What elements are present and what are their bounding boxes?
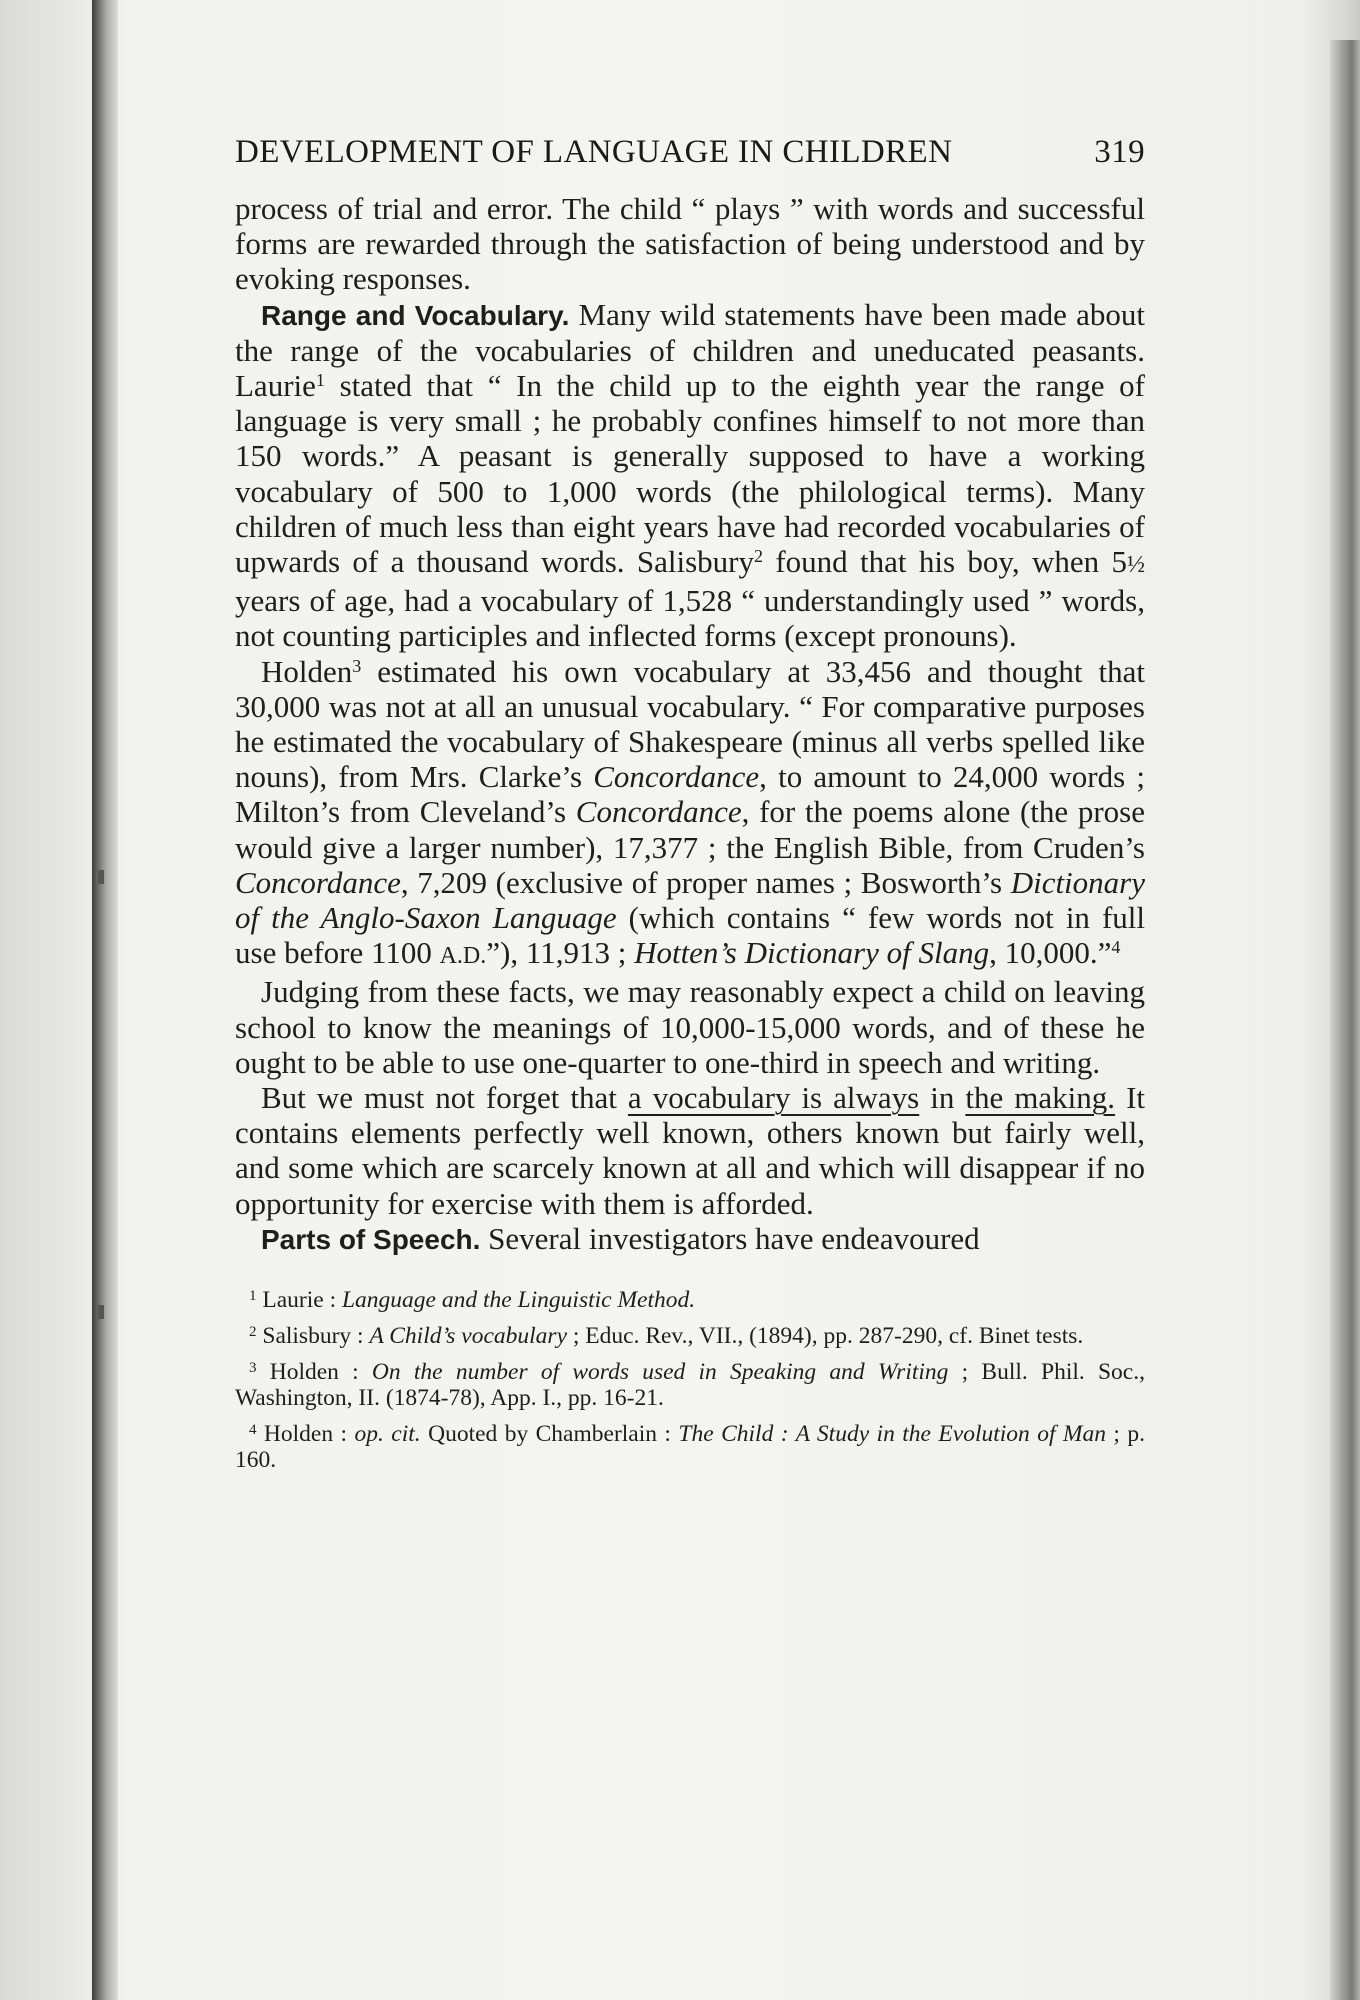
running-head <box>235 134 1145 171</box>
small-caps-text: A.D. <box>439 943 487 970</box>
footnote-title: A Child’s vocabulary <box>369 1323 568 1350</box>
italic-title: Hotten’s Dictionary of Slang <box>634 935 990 971</box>
footnote-number: 4 <box>249 1422 257 1439</box>
paragraph-1: process of trial and error. The child “ plays ” with words and successful forms are rewarded through the satisfaction of being understood and by evoking responses. <box>235 191 1145 297</box>
text-run: Several investigators have endeavoured <box>480 1220 980 1256</box>
footnote-3 <box>235 1359 1145 1411</box>
book-page <box>235 134 1145 1483</box>
section-heading-range-vocabulary: Range and Vocabulary. <box>261 299 570 331</box>
footnote-ref-4: 4 <box>1111 937 1121 958</box>
footnote-title: The Child : A Study in the Evolution of Man <box>678 1421 1106 1448</box>
footnote-author: Holden : <box>256 1421 355 1448</box>
fraction-half: ½ <box>1127 552 1145 579</box>
paragraph-vocabulary-making <box>235 1080 1145 1221</box>
footnote-number: 1 <box>249 1288 257 1305</box>
italic-title: Concordance <box>593 759 760 795</box>
footnote-number: 2 <box>249 1324 257 1341</box>
text-run: , for the poems alone (the prose would give a larger number), 17,377 ; the English Bible, from Cruden’s <box>235 794 1145 865</box>
text-run: ”), 11,913 ; <box>486 935 635 971</box>
text-run: estimated his own vocabulary at 33,456 and thought that 30,000 was not at all an unusual vocabulary. “ For comparative purposes he estimated the vocabulary of Shakespeare (minus all verbs spelled like nouns), from Mrs. Clarke’s <box>235 653 1145 795</box>
text-run: stated that “ In the child up to the eighth year the range of language is very small ; he probably confines himself to not more than 150 words.” A peasant is generally supposed to have a working vocabulary of 500 to 1,000 words (the philological terms). Many children of much less than eight years have had recorded vocabularies of upwards of a thousand words. Salisbury <box>235 368 1145 580</box>
footnote-ref-3: 3 <box>352 655 362 676</box>
page-number: 319 <box>1094 134 1145 170</box>
text-run: Holden <box>261 653 353 689</box>
paragraph-parts-of-speech <box>235 1221 1145 1257</box>
text-run: years of age, had a vocabulary of 1,528 “ understandingly used ” words, not counting participles and inflected forms (except pronouns). <box>235 583 1145 654</box>
binding-shadow <box>92 0 118 2000</box>
text-run: But we must not forget that <box>261 1080 628 1116</box>
footnote-op-cit: op. cit. <box>354 1421 421 1448</box>
text-run: It contains elements perfectly well known, others known but fairly well, and some which are scarcely known at all and which will disappear if no opportunity for exercise with them is afforded. <box>235 1080 1146 1221</box>
footnote-citation: ; Bull. Phil. Soc., Washington, II. (1874-78), App. I., pp. 16-21. <box>235 1359 1145 1412</box>
italic-title: Concordance <box>235 864 401 900</box>
text-run: (which contains “ few words not in full use before 1100 <box>235 900 1146 971</box>
italic-title: Concordance <box>575 794 742 830</box>
paragraph-judging: Judging from these facts, we may reasonably expect a child on leaving school to know the meanings of 10,000-15,000 words, and of these he ought to be able to use one-quarter to one-third in speech and writing. <box>235 974 1145 1080</box>
footnote-citation: ; p. 160. <box>235 1421 1145 1474</box>
body-text <box>235 191 1145 1257</box>
text-run: , to amount to 24,000 words ; Milton’s from Cleveland’s <box>235 759 1145 830</box>
footnote-author: Holden : <box>256 1359 372 1386</box>
footnote-author: Laurie : <box>256 1287 342 1314</box>
text-run: , 10,000.” <box>989 935 1112 971</box>
underlined-phrase: a vocabulary is always <box>627 1080 920 1116</box>
paragraph-holden <box>235 654 1145 975</box>
footnote-1 <box>235 1287 1145 1313</box>
text-run: found that his boy, when 5 <box>762 544 1127 580</box>
footnote-ref-2: 2 <box>753 546 763 567</box>
footnote-number: 3 <box>249 1360 257 1377</box>
underlined-phrase: the making. <box>965 1080 1116 1116</box>
footnote-title: On the number of words used in Speaking and Writing <box>371 1359 949 1386</box>
text-run: Many wild statements have been made about the range of the vocabularies of children and uneducated peasants. Laurie <box>235 296 1145 404</box>
footnote-author: Salisbury : <box>256 1323 370 1350</box>
text-run: in <box>919 1080 966 1116</box>
footnote-title: Language and the Linguistic Method. <box>341 1287 696 1314</box>
footnotes <box>235 1287 1145 1473</box>
footnote-2 <box>235 1323 1145 1349</box>
paragraph-range-and-vocabulary <box>235 297 1145 654</box>
footnote-ref-1: 1 <box>315 370 325 391</box>
italic-title: Dictionary of the Anglo-Saxon Language <box>235 864 1145 936</box>
margin-mark <box>98 870 104 884</box>
footnote-citation: ; Educ. Rev., VII., (1894), pp. 287-290, cf. Binet tests. <box>567 1323 1084 1350</box>
footnote-citation: Quoted by Chamberlain : <box>420 1421 679 1448</box>
running-head-title: DEVELOPMENT OF LANGUAGE IN CHILDREN <box>235 134 953 170</box>
page-edge-shadow <box>1330 40 1360 2000</box>
footnote-4 <box>235 1421 1145 1473</box>
section-heading-parts-of-speech: Parts of Speech. <box>261 1223 481 1255</box>
margin-mark <box>98 1305 104 1319</box>
text-run: , 7,209 (exclusive of proper names ; Bosworth’s <box>400 864 1011 900</box>
